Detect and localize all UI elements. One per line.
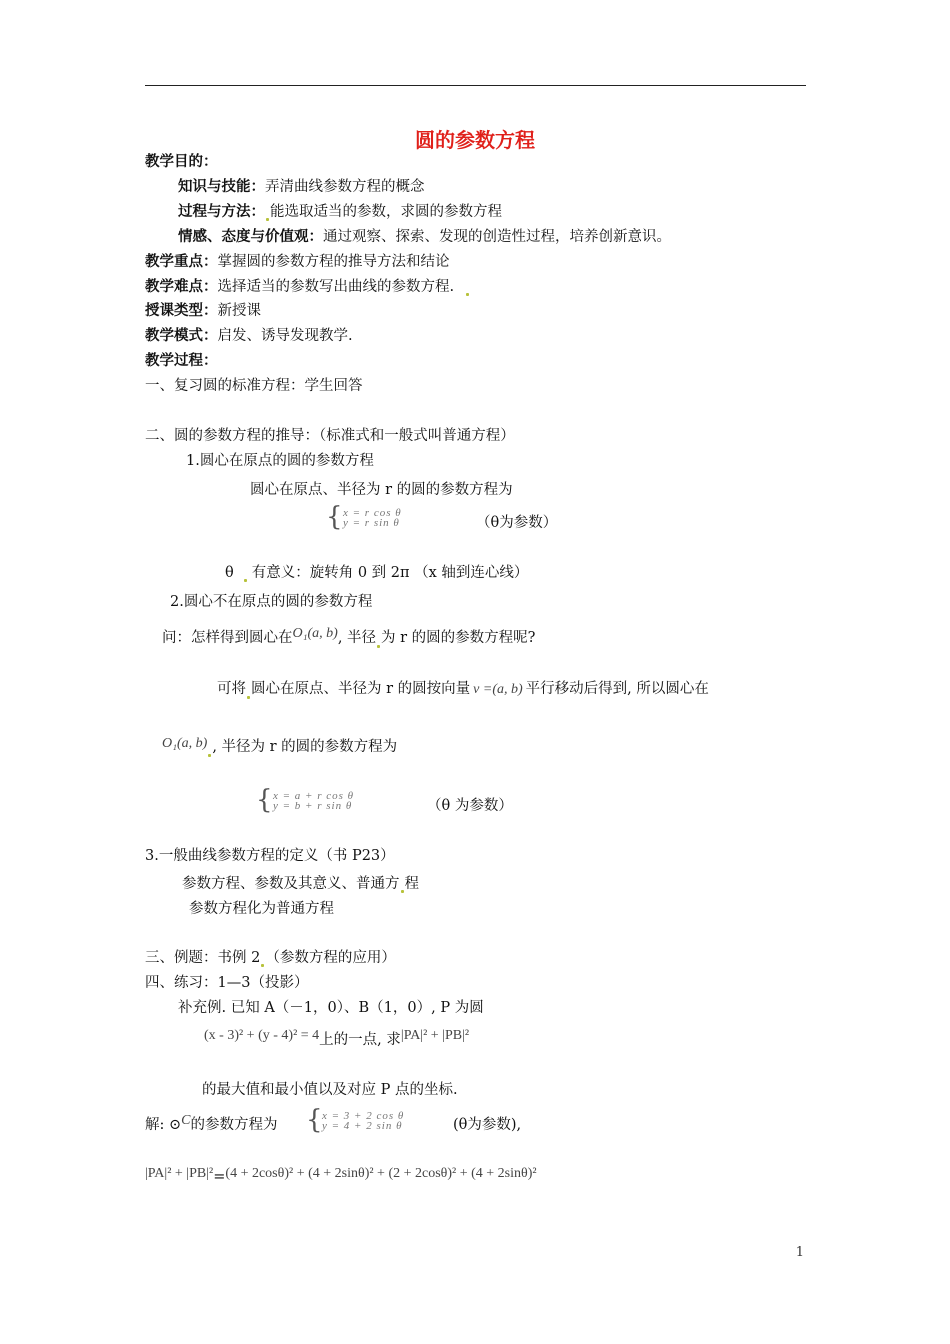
section-3-a: 参数方程、参数及其意义、普通方 程 — [182, 876, 419, 892]
goal-label: 教学目的： — [145, 153, 218, 170]
goal-knowledge: 知识与技能：弄清曲线参数方程的概念 — [178, 178, 425, 195]
lesson-type: 授课类型：新授课 — [145, 302, 261, 319]
section-2-1-text: 圆心在原点、半径为 r 的圆的参数方程为 — [250, 482, 513, 498]
max-min-line: 的最大值和最小值以及对应 P 点的坐标. — [202, 1082, 458, 1098]
eq3-note: (θ为参数), — [453, 1117, 522, 1133]
header-rule — [145, 85, 806, 86]
section-3: 3.一般曲线参数方程的定义（书 P23） — [145, 848, 395, 864]
page-number: 1 — [795, 1245, 804, 1260]
section-1: 一、复习圆的标准方程：学生回答 — [145, 378, 363, 394]
brace-2: { — [256, 785, 273, 815]
move-line: 可将 圆心在原点、半径为 r 的圆按向量 v =(a, b) 平行移动后得到, 所以圆心在 — [217, 681, 709, 697]
brace-3: { — [306, 1105, 323, 1135]
eq2-note: （θ 为参数） — [427, 798, 513, 814]
eq2-system: x = a + r cos θ y = b + r sin θ — [273, 790, 355, 812]
teaching-mode: 教学模式：启发、诱导发现教学. — [145, 327, 353, 344]
goal-process: 过程与方法： 能选取适当的参数，求圆的参数方程 — [178, 203, 502, 220]
eq3-system: x = 3 + 2 cos θ y = 4 + 2 sin θ — [322, 1110, 405, 1132]
section-2-2: 2.圆心不在原点的圆的参数方程 — [170, 594, 373, 610]
eq1-note: （θ为参数） — [476, 515, 558, 531]
section-example: 三、例题：书例 2 （参数方程的应用） — [145, 950, 396, 966]
brace-1: { — [326, 502, 343, 532]
section-3-b: 参数方程化为普通方程 — [189, 901, 334, 917]
radius-line: O₁(a, b) , 半径为 r 的圆的参数方程为 — [162, 736, 398, 755]
page-title: 圆的参数方程 — [415, 128, 535, 152]
goal-emotion: 情感、态度与价值观：通过观察、探索、发现的创造性过程，培养创新意识。 — [178, 228, 671, 245]
process-label: 教学过程： — [145, 352, 218, 369]
supplement-example: 补充例. 已知 A（－1，0）、B（1，0）, P 为圆 — [178, 1000, 484, 1016]
key-point: 教学重点：掌握圆的参数方程的推导方法和结论 — [145, 253, 450, 270]
solution-line: 解: ⊙C的参数方程为 — [145, 1113, 278, 1133]
section-practice: 四、练习：1—3（投影） — [145, 975, 309, 991]
section-2: 二、圆的参数方程的推导：（标准式和一般式叫普通方程） — [145, 428, 515, 444]
question-line: 问：怎样得到圆心在O₁(a, b), 半径 为 r 的圆的参数方程呢? — [162, 626, 536, 646]
eq1-system: x = r cos θ y = r sin θ — [343, 507, 402, 529]
circle-line: (x - 3)² + (y - 4)² = 4上的一点, 求|PA|² + |PB|² — [204, 1028, 470, 1048]
section-2-1: 1.圆心在原点的圆的参数方程 — [186, 453, 374, 469]
theta-meaning: θ 有意义：旋转角 0 到 2π （x 轴到连心线） — [225, 565, 529, 581]
difficult-point: 教学难点：选择适当的参数写出曲线的参数方程. — [145, 278, 470, 296]
final-expression: |PA|² + |PB|²=(4 + 2cosθ)² + (4 + 2sinθ)² + (2 + 2cosθ)² + (4 + 2sinθ)² — [145, 1166, 537, 1185]
